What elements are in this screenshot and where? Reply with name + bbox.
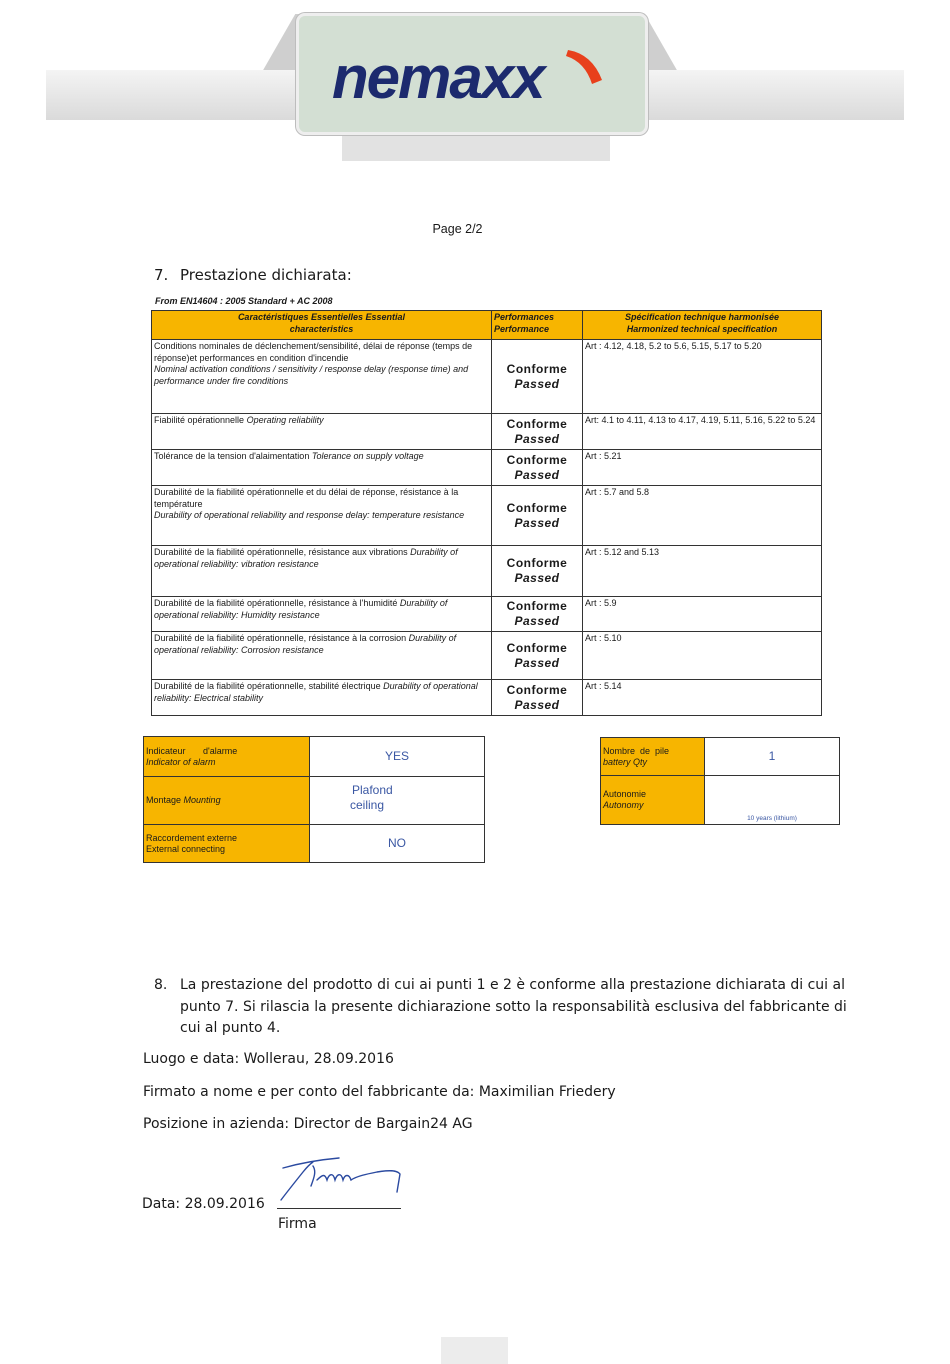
- header-char-en2: characteristics: [289, 323, 354, 334]
- mounting-fr: Montage: [146, 795, 182, 805]
- perf-fr: Conforme: [506, 682, 568, 697]
- header-specification: [583, 311, 822, 340]
- table-row: [152, 597, 822, 632]
- battery-info-table: [600, 737, 840, 825]
- spec-cell: Art : 5.10: [583, 632, 822, 680]
- table-row: [152, 486, 822, 546]
- header-spec-fr: Spécification technique harmonisée: [624, 312, 780, 322]
- performance-cell: [492, 597, 583, 632]
- characteristic-cell: [152, 597, 492, 632]
- mounting-value: [310, 777, 485, 825]
- perf-en: Passed: [514, 467, 560, 482]
- standard-reference: From EN14604 : 2005 Standard + AC 2008: [155, 296, 333, 306]
- spec-cell: Art : 5.9: [583, 597, 822, 632]
- battery-fr: Nombre de pile: [603, 745, 670, 756]
- char-en: Nominal activation conditions / sensitivity / response delay (response time) and performance under fire conditions: [154, 364, 469, 386]
- spec-cell: Art : 5.12 and 5.13: [583, 546, 822, 597]
- char-fr: Tolérance de la tension d'alaimentation: [154, 451, 310, 461]
- char-en: Durability of operational reliability and response delay: temperature resistance: [154, 510, 465, 520]
- characteristic-cell: [152, 450, 492, 486]
- perf-en: Passed: [514, 614, 560, 628]
- table-row: [152, 450, 822, 486]
- indicator-label: [144, 737, 310, 777]
- external-en: External connecting: [146, 843, 226, 854]
- battery-label: [601, 738, 705, 776]
- perf-en: Passed: [514, 571, 560, 585]
- info-row-autonomy: [601, 776, 840, 825]
- char-en: Durability of operational reliability: vibration resistance: [154, 547, 458, 569]
- characteristic-cell: [152, 340, 492, 414]
- signed-by: Firmato a nome e per conto del fabbricante da: Maximilian Friedery: [143, 1084, 616, 1100]
- perf-en: Passed: [514, 697, 560, 712]
- char-en: Durability of operational reliability: Corrosion resistance: [154, 633, 457, 655]
- page-number: Page 2/2: [432, 222, 483, 236]
- header-perf-fr: Performances: [494, 312, 555, 322]
- table-row: [152, 546, 822, 597]
- characteristic-cell: [152, 414, 492, 450]
- characteristic-cell: [152, 546, 492, 597]
- char-fr: Conditions nominales de déclenchement/sensibilité, délai de réponse (temps de réponse)et performances en condition d'incendie: [154, 341, 473, 363]
- spec-cell: Art : 5.21: [583, 450, 822, 486]
- section-8-text: La prestazione del prodotto di cui ai punti 1 e 2 è conforme alla prestazione dichiarata di cui al punto 7. Si rilascia la presente dichiarazione sotto la responsabilità esclusiva del fabbricante di cui al punto 4.: [180, 977, 847, 1036]
- company-position: Posizione in azienda: Director de Bargain24 AG: [143, 1116, 473, 1132]
- spec-cell: Art : 5.14: [583, 680, 822, 716]
- performance-cell: [492, 414, 583, 450]
- table-row: [152, 340, 822, 414]
- external-fr: Raccordement externe: [146, 832, 238, 843]
- product-info-table: [143, 736, 485, 863]
- section-number: 7.: [154, 266, 169, 284]
- autonomy-label: [601, 776, 705, 825]
- external-value: NO: [310, 825, 485, 863]
- external-label: [144, 825, 310, 863]
- perf-en: Passed: [514, 376, 560, 391]
- spec-cell: Art: 4.1 to 4.11, 4.13 to 4.17, 4.19, 5.11, 5.16, 5.22 to 5.24: [583, 414, 822, 450]
- char-fr: Durabilité de la fiabilité opérationnelle, résistance aux vibrations: [154, 547, 408, 557]
- table-row: [152, 632, 822, 680]
- signature-date: Data: 28.09.2016: [142, 1196, 265, 1212]
- handwritten-signature: [277, 1152, 403, 1206]
- autonomy-en: Autonomy: [603, 800, 644, 810]
- char-en: Operating reliability: [246, 415, 324, 425]
- table-row: [152, 680, 822, 716]
- logo-text: nemaxx: [332, 44, 544, 110]
- char-fr: Durabilité de la fiabilité opérationnelle, résistance à l'humidité: [154, 598, 398, 608]
- info-row-indicator: [144, 737, 485, 777]
- characteristic-cell: [152, 632, 492, 680]
- performance-cell: [492, 546, 583, 597]
- header-char-en1: Essential: [365, 312, 406, 322]
- perf-en: Passed: [514, 515, 560, 530]
- performance-cell: [492, 486, 583, 546]
- info-row-external: [144, 825, 485, 863]
- performance-cell: [492, 340, 583, 414]
- header-spec-en: Harmonized technical specification: [626, 323, 778, 334]
- table-row: [152, 414, 822, 450]
- signature-label: Firma: [278, 1216, 317, 1232]
- mounting-en: Mounting: [183, 795, 221, 805]
- indicator-fr: Indicateur d'alarme: [146, 745, 238, 756]
- spec-cell: Art : 4.12, 4.18, 5.2 to 5.6, 5.15, 5.17 to 5.20: [583, 340, 822, 414]
- indicator-en: Indicator of alarm: [146, 756, 216, 767]
- place-date: Luogo e data: Wollerau, 28.09.2016: [143, 1051, 394, 1067]
- performance-cell: [492, 632, 583, 680]
- performance-table: [151, 310, 822, 716]
- signature-line: [277, 1208, 401, 1209]
- header-char-fr: Caractéristiques Essentielles: [237, 312, 364, 322]
- perf-fr: Conforme: [506, 500, 568, 515]
- indicator-value: YES: [310, 737, 485, 777]
- section-number: 8.: [154, 977, 168, 993]
- logo-swoosh-icon: [566, 50, 602, 84]
- battery-en: battery Qty: [603, 756, 648, 767]
- section-8-paragraph: [154, 975, 854, 1040]
- perf-fr: Conforme: [506, 599, 568, 613]
- mounting-value-fr: Plafond: [352, 783, 393, 797]
- char-en: Durability of operational reliability: Electrical stability: [154, 681, 478, 703]
- performance-cell: [492, 680, 583, 716]
- mounting-value-en: ceiling: [350, 798, 385, 812]
- autonomy-fr: Autonomie: [603, 789, 647, 799]
- char-fr: Durabilité de la fiabilité opérationnelle, résistance à la corrosion: [154, 633, 407, 643]
- perf-fr: Conforme: [506, 416, 568, 431]
- info-row-mounting: [144, 777, 485, 825]
- char-en: Tolerance on supply voltage: [311, 451, 424, 461]
- perf-en: Passed: [514, 431, 560, 446]
- char-fr: Durabilité de la fiabilité opérationnelle, stabilité électrique: [154, 681, 381, 691]
- perf-fr: Conforme: [506, 361, 568, 376]
- spec-cell: Art : 5.7 and 5.8: [583, 486, 822, 546]
- char-fr: Fiabilité opérationnelle: [154, 415, 245, 425]
- perf-en: Passed: [514, 655, 560, 670]
- mounting-label: [144, 777, 310, 825]
- info-row-battery: [601, 738, 840, 776]
- autonomy-value: 10 years (lithium): [705, 776, 840, 825]
- header-perf-en: Performance: [494, 323, 550, 334]
- section-title: Prestazione dichiarata:: [180, 266, 352, 284]
- footer-decoration: [441, 1337, 508, 1364]
- characteristic-cell: [152, 680, 492, 716]
- header-characteristics: [152, 311, 492, 340]
- battery-value: 1: [705, 738, 840, 776]
- performance-cell: [492, 450, 583, 486]
- header-performance: [492, 311, 583, 340]
- char-fr: Durabilité de la fiabilité opérationnelle et du délai de réponse, résistance à la température: [154, 487, 459, 509]
- table-header-row: [152, 311, 822, 340]
- section-7-heading: [154, 266, 352, 284]
- characteristic-cell: [152, 486, 492, 546]
- perf-fr: Conforme: [506, 556, 568, 570]
- perf-fr: Conforme: [506, 640, 568, 655]
- company-logo: [330, 40, 610, 110]
- char-en: Durability of operational reliability: Humidity resistance: [154, 598, 448, 620]
- perf-fr: Conforme: [506, 452, 568, 467]
